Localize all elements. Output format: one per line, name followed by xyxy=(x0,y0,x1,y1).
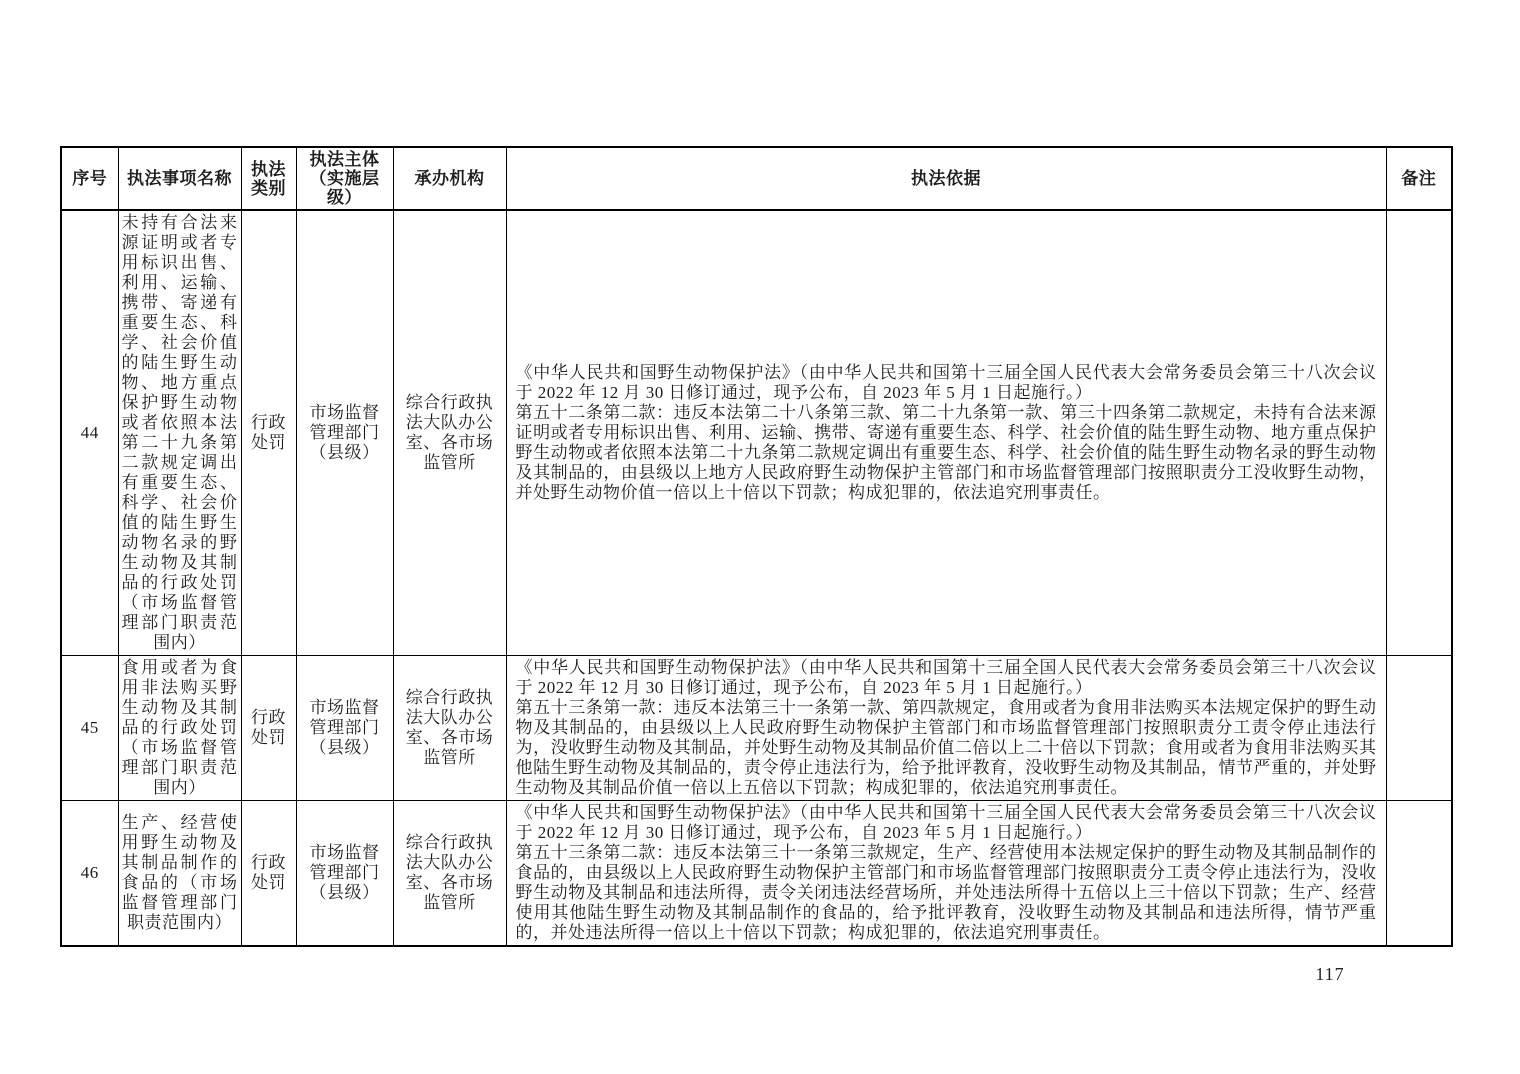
cell-name: 食用或者为食用非法购买野生动物及其制品的行政处罚（市场监督管理部门职责范围内） xyxy=(118,656,241,801)
basis-law-citation: 《中华人民共和国野生动物保护法》（由中华人民共和国第十三届全国人民代表大会常务委员会第三十八次会议于 2022 年 12 月 30 日修订通过，现予公布，自 2023 年 5 月 1 日起施行。） xyxy=(515,803,1377,842)
column-header-seq: 序号 xyxy=(61,147,118,210)
cell-category: 行政处罚 xyxy=(241,656,296,801)
basis-law-citation: 《中华人民共和国野生动物保护法》（由中华人民共和国第十三届全国人民代表大会常务委员会第三十八次会议于 2022 年 12 月 30 日修订通过，现予公布，自 2023 年 5 月 1 日起施行。） xyxy=(515,658,1377,697)
basis-article-text: 第五十三条第二款：违反本法第三十一条第三款规定，生产、经营使用本法规定保护的野生动物及其制品制作的食品的，由县级以上人民政府野生动物保护主管部门和市场监督管理部门按照职责分工责令停止违法行为，没收野生动物及其制品和违法所得，责令关闭违法经营场所，并处违法所得十五倍以上三十倍以下罚款；生产、经营使用其他陆生野生动物及其制品制作的食品的，给予批评教育，没收野生动物及其制品和违法所得，情节严重的，并处违法所得一倍以上十倍以下罚款；构成犯罪的，依法追究刑事责任。 xyxy=(515,843,1377,942)
cell-remark xyxy=(1386,210,1452,656)
page-number: 117 xyxy=(1315,964,1345,984)
enforcement-items-table xyxy=(60,146,1453,947)
cell-basis xyxy=(506,656,1386,801)
cell-seq: 46 xyxy=(61,801,118,947)
table-row xyxy=(61,210,1452,656)
cell-subject: 市场监督管理部门（县级） xyxy=(296,210,393,656)
cell-agency: 综合行政执法大队办公室、各市场监管所 xyxy=(393,801,506,947)
cell-category: 行政处罚 xyxy=(241,801,296,947)
cell-seq: 44 xyxy=(61,210,118,656)
cell-remark xyxy=(1386,801,1452,947)
column-header-subject: 执法主体（实施层级） xyxy=(296,147,393,210)
cell-seq: 45 xyxy=(61,656,118,801)
table-row xyxy=(61,801,1452,947)
cell-remark xyxy=(1386,656,1452,801)
column-header-remark: 备注 xyxy=(1386,147,1452,210)
cell-subject: 市场监督管理部门（县级） xyxy=(296,656,393,801)
table-row xyxy=(61,656,1452,801)
table-header-row xyxy=(61,147,1452,210)
column-header-category: 执法类别 xyxy=(241,147,296,210)
column-header-agency: 承办机构 xyxy=(393,147,506,210)
cell-name: 未持有合法来源证明或者专用标识出售、利用、运输、携带、寄递有重要生态、科学、社会价值的陆生野生动物、地方重点保护野生动物或者依照本法第二十九条第二款规定调出有重要生态、科学、社会价值的陆生野生动物名录的野生动物及其制品的行政处罚（市场监督管理部门职责范围内） xyxy=(118,210,241,656)
cell-basis xyxy=(506,801,1386,947)
cell-agency: 综合行政执法大队办公室、各市场监管所 xyxy=(393,656,506,801)
column-header-basis: 执法依据 xyxy=(506,147,1386,210)
basis-article-text: 第五十二条第二款：违反本法第二十八条第三款、第二十九条第一款、第三十四条第二款规定，未持有合法来源证明或者专用标识出售、利用、运输、携带、寄递有重要生态、科学、社会价值的陆生野生动物、地方重点保护野生动物或者依照本法第二十九条第二款规定调出有重要生态、科学、社会价值的陆生野生动物名录的野生动物及其制品的，由县级以上地方人民政府野生动物保护主管部门和市场监督管理部门按照职责分工没收野生动物，并处野生动物价值一倍以上十倍以下罚款；构成犯罪的，依法追究刑事责任。 xyxy=(515,403,1377,502)
column-header-name: 执法事项名称 xyxy=(118,147,241,210)
cell-subject: 市场监督管理部门（县级） xyxy=(296,801,393,947)
basis-law-citation: 《中华人民共和国野生动物保护法》（由中华人民共和国第十三届全国人民代表大会常务委员会第三十八次会议于 2022 年 12 月 30 日修订通过，现予公布，自 2023 年 5 月 1 日起施行。） xyxy=(515,363,1377,402)
cell-name: 生产、经营使用野生动物及其制品制作的食品的（市场监督管理部门职责范围内） xyxy=(118,801,241,947)
basis-article-text: 第五十三条第一款：违反本法第三十一条第一款、第四款规定，食用或者为食用非法购买本法规定保护的野生动物及其制品的，由县级以上人民政府野生动物保护主管部门和市场监督管理部门按照职责分工责令停止违法行为，没收野生动物及其制品，并处野生动物及其制品价值二倍以上二十倍以下罚款；食用或者为食用非法购买其他陆生野生动物及其制品的，责令停止违法行为，给予批评教育，没收野生动物及其制品，情节严重的，并处野生动物及其制品价值一倍以上五倍以下罚款；构成犯罪的，依法追究刑事责任。 xyxy=(515,698,1377,797)
cell-category: 行政处罚 xyxy=(241,210,296,656)
cell-agency: 综合行政执法大队办公室、各市场监管所 xyxy=(393,210,506,656)
cell-basis xyxy=(506,210,1386,656)
